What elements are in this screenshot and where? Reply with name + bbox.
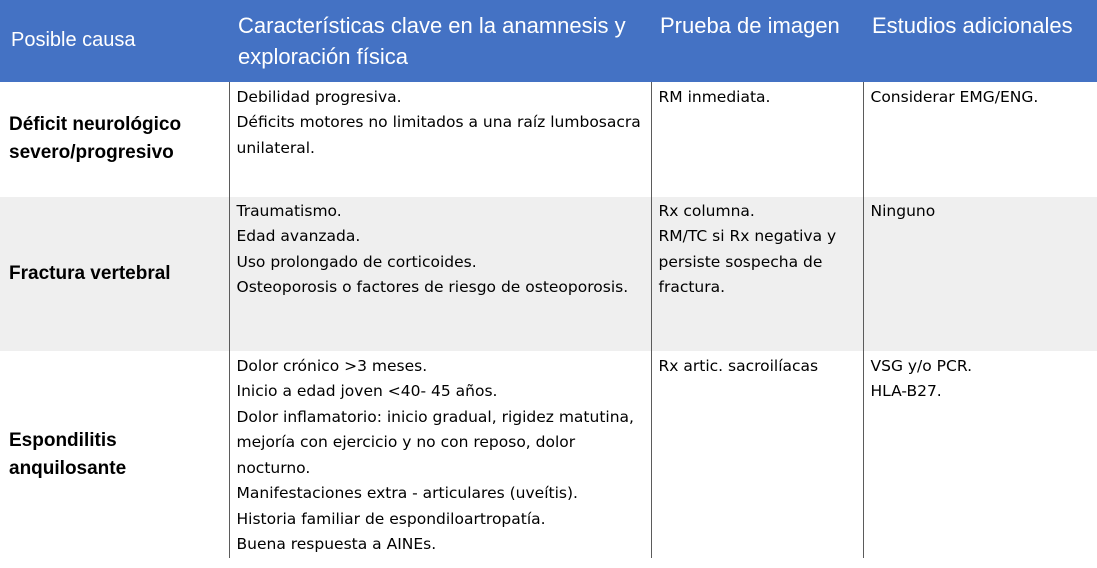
cause-cell: Déficit neurológico severo/progresivo [9,114,182,163]
studies-line: HLA-B27. [870,382,942,400]
table-row [0,196,1097,351]
imaging-line: RM inmediata. [658,87,771,106]
imaging-line: Rx artic. sacroilíacas [658,356,819,375]
imaging-cell [651,351,863,558]
cause-cell: Fractura vertebral [9,262,171,284]
studies-line: Ninguno [870,201,936,220]
studies-cell [863,82,1097,196]
header-prueba-imagen: Prueba de imagen [660,13,840,38]
feature-line: Dolor inflamatorio: inicio gradual, rigidez matutina, mejoría con ejercicio y no con reposo, dolor nocturno. [236,407,634,477]
feature-line: Buena respuesta a AINEs. [236,535,437,553]
imaging-line: Rx columna. [658,201,755,220]
features-cell [229,196,651,351]
header-estudios: Estudios adicionales [872,13,1073,38]
imaging-cell [651,196,863,351]
feature-line: Dolor crónico >3 meses. [236,356,428,375]
header-row [0,0,1097,82]
features-cell [229,351,651,558]
header-caracteristicas: Características clave en la anamnesis y exploración física [238,13,626,69]
table-row [0,351,1097,558]
feature-line: Manifestaciones extra - articulares (uveítis). [236,484,578,502]
feature-line: Uso prolongado de corticoides. [236,252,477,271]
feature-line: Inicio a edad joven <40- 45 años. [236,382,498,400]
feature-line: Traumatismo. [236,201,342,220]
table-row [0,82,1097,196]
studies-line: VSG y/o PCR. [870,356,972,375]
studies-cell [863,351,1097,558]
feature-line: Déficits motores no limitados a una raíz lumbosacra unilateral. [236,113,641,157]
studies-line: Considerar EMG/ENG. [870,87,1039,106]
studies-cell [863,196,1097,351]
feature-line: Historia familiar de espondiloartropatía. [236,509,546,528]
imaging-cell [651,82,863,196]
features-cell [229,82,651,196]
feature-line: Edad avanzada. [236,227,361,245]
header-posible-causa: Posible causa [11,29,136,52]
imaging-line: RM/TC si Rx negativa y persiste sospecha de fractura. [658,227,837,296]
feature-line: Debilidad progresiva. [236,87,402,106]
feature-line: Osteoporosis o factores de riesgo de osteoporosis. [236,278,629,296]
cause-cell: Espondilitis anquilosante [9,429,127,479]
